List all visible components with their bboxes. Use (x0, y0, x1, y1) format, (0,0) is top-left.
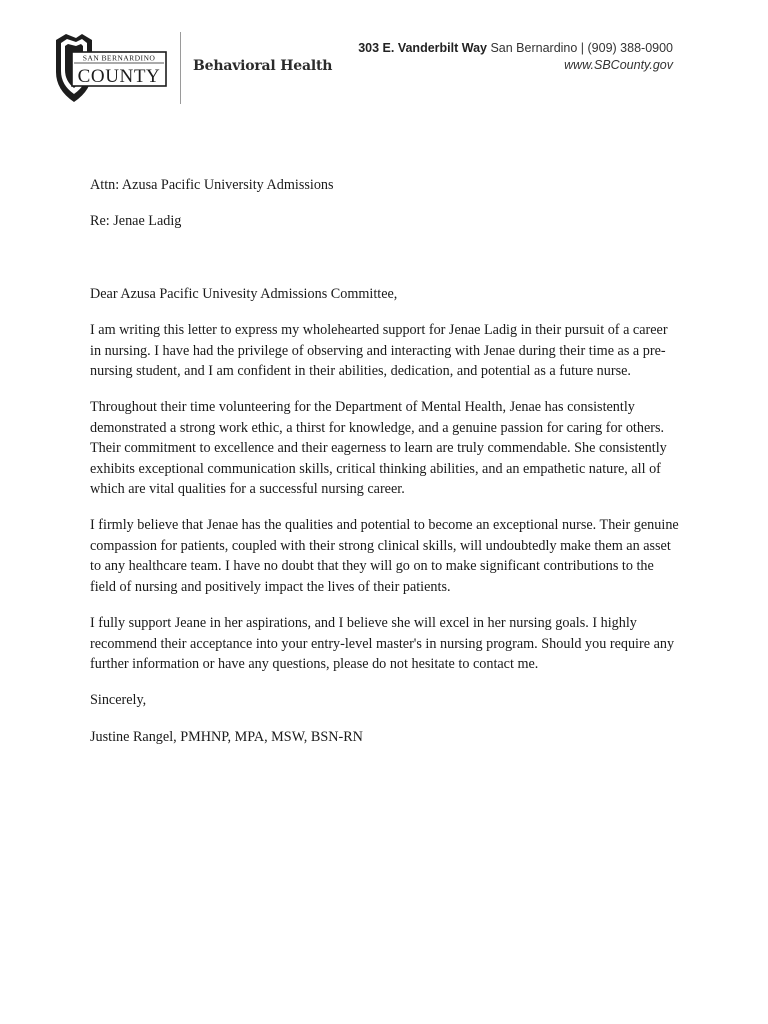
body-paragraph-3: I firmly believe that Jenae has the qualities and potential to become an exceptional nurse. Their genuine compassion for patients, coupled with their strong clinical skills, will undoubtedly make them an asset to any healthcare team. I have no doubt that they will go on to make significant contributions to the field of nursing and positively impact the lives of their patients. (90, 517, 679, 595)
closing: Sincerely, (90, 692, 147, 709)
contact-block (358, 40, 673, 74)
subject-line: Re: Jenae Ladig (90, 213, 182, 230)
contact-address (358, 40, 673, 57)
address-street: 303 E. Vanderbilt Way (358, 41, 487, 55)
salutation: Dear Azusa Pacific Univesity Admissions Committee, (90, 285, 398, 302)
logo-main-text: COUNTY (77, 66, 161, 87)
county-seal-logo (52, 32, 168, 104)
department-name: Behavioral Health (193, 58, 333, 74)
logo-top-text: SAN BERNARDINO (82, 53, 156, 63)
letter-body (90, 175, 680, 747)
body-paragraph-1: I am writing this letter to express my wholehearted support for Jenae Ladig in their pursuit of a career in nursing. I have had the privilege of observing and interacting with Jenae during their time as a pre-nursing student, and I am confident in their abilities, dedication, and potential as a future nurse. (90, 322, 668, 380)
body-paragraph-4: I fully support Jeane in her aspirations, and I believe she will excel in her nursing goals. I highly recommend their acceptance into your entry-level master's in nursing program. Should you require any further information or have any questions, please do not hesitate to contact me. (90, 615, 675, 672)
signature-line: Justine Rangel, PMHNP, MPA, MSW, BSN-RN (90, 728, 363, 745)
contact-website: www.SBCounty.gov (564, 58, 673, 72)
address-city-phone: San Bernardino | (909) 388-0900 (486, 41, 673, 55)
logo-divider (180, 32, 181, 104)
body-paragraph-2: Throughout their time volunteering for the Department of Mental Health, Jenae has consistently demonstrated a strong work ethic, a thirst for knowledge, and a genuine passion for caring for others. Their commitment to excellence and their eagerness to learn are truly commendable. She consistently exhibits exceptional communication skills, critical thinking abilities, and an empathetic nature, all of which are vital qualities for a successful nursing career. (90, 399, 667, 498)
letterhead (0, 0, 768, 110)
attention-line: Attn: Azusa Pacific University Admissions (90, 177, 334, 193)
